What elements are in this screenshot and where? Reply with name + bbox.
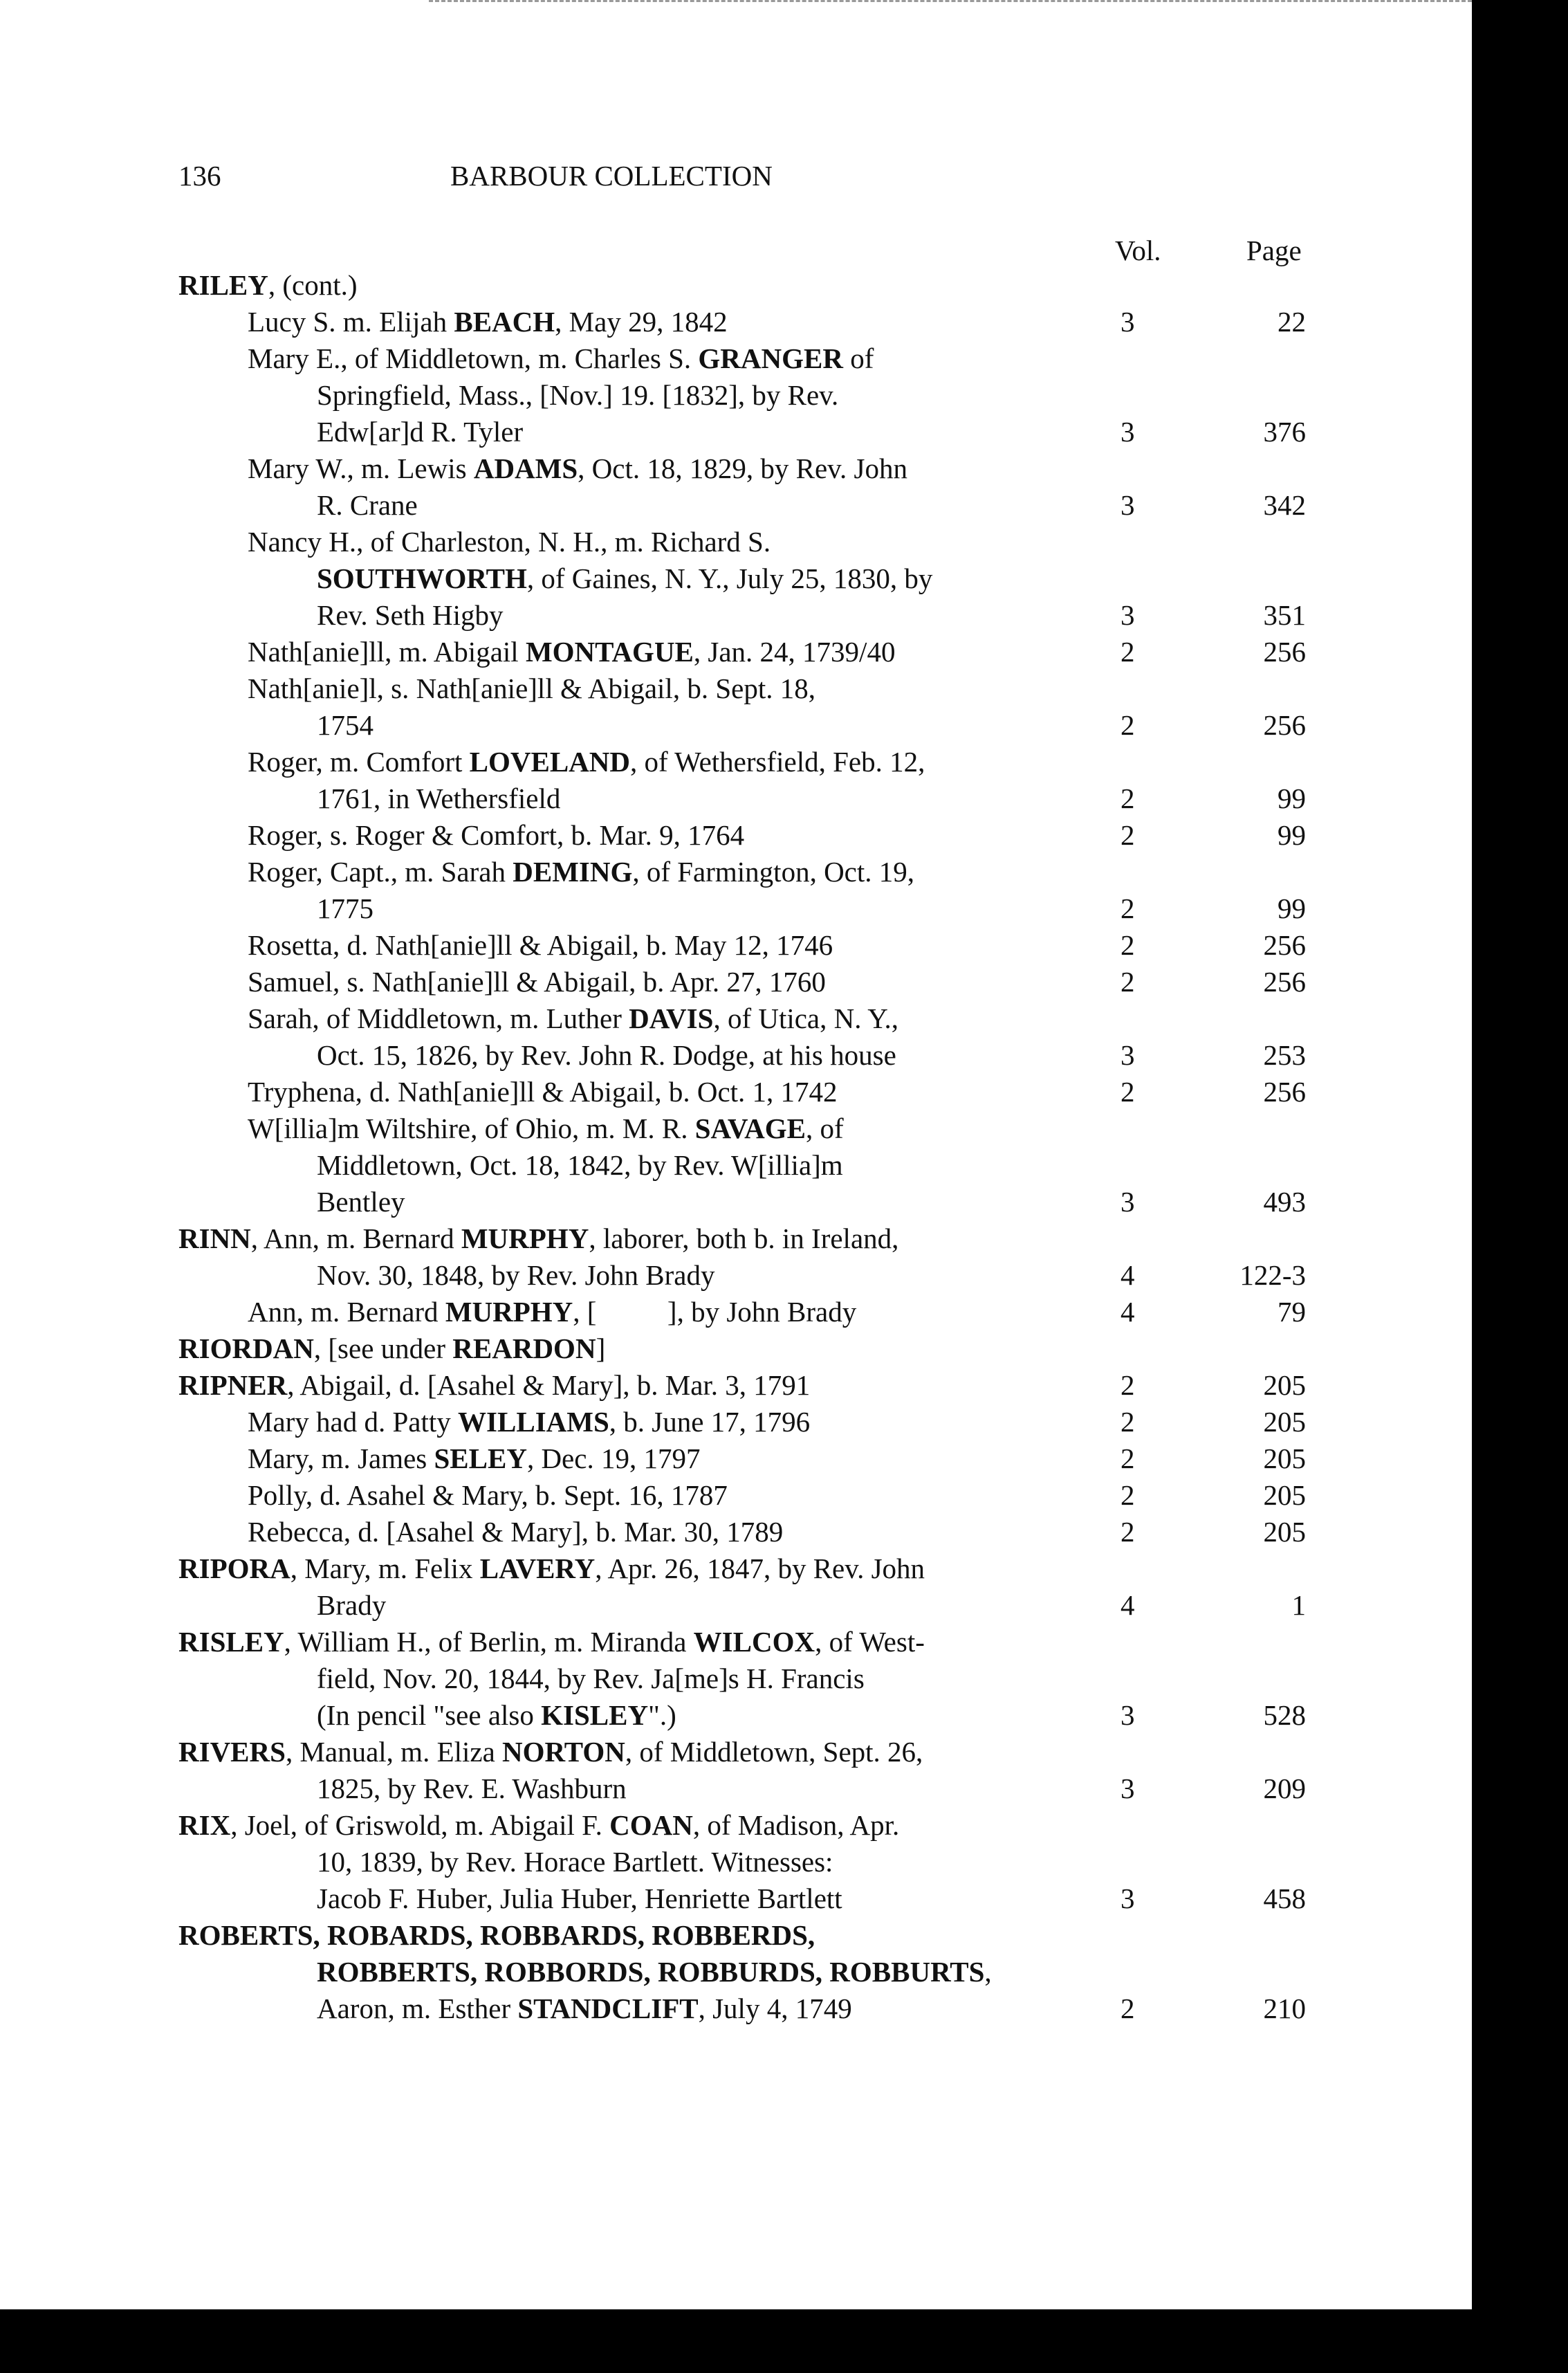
entry-text: Nath[anie]l, s. Nath[anie]ll & Abigail, b. Sept. 18, — [248, 672, 815, 704]
entry-text: Mary, m. James SELEY, Dec. 19, 1797 — [248, 1442, 701, 1474]
entry-page: 253 — [1263, 1039, 1306, 1071]
entry-text: Springfield, Mass., [Nov.] 19. [1832], by Rev. — [317, 379, 839, 411]
entry-line — [0, 1147, 1472, 1184]
entry-line — [0, 1184, 1472, 1220]
entry-text: RIPNER, Abigail, d. [Asahel & Mary], b. Mar. 3, 1791 — [178, 1369, 811, 1401]
entry-vol: 3 — [1120, 489, 1135, 521]
entry-page: 351 — [1263, 599, 1306, 631]
entry-line — [0, 1074, 1472, 1110]
entry-page: 122-3 — [1239, 1259, 1306, 1291]
entry-page: 99 — [1278, 819, 1306, 851]
entry-line — [0, 1000, 1472, 1037]
entry-vol: 4 — [1120, 1296, 1135, 1328]
entry-text: Oct. 15, 1826, by Rev. John R. Dodge, at his house — [317, 1039, 896, 1071]
column-header-vol: Vol. — [1115, 235, 1161, 266]
entry-vol: 4 — [1120, 1259, 1135, 1291]
entry-line — [0, 1294, 1472, 1330]
entry-vol: 4 — [1120, 1589, 1135, 1621]
entry-page: 205 — [1263, 1516, 1306, 1548]
entry-vol: 2 — [1120, 1479, 1135, 1511]
entry-text: field, Nov. 20, 1844, by Rev. Ja[me]s H. Francis — [317, 1662, 865, 1694]
entry-text: Brady — [317, 1589, 387, 1621]
entry-line — [0, 854, 1472, 890]
page-edge-dashes — [429, 0, 1472, 4]
entry-line — [0, 377, 1472, 414]
entry-page: 342 — [1263, 489, 1306, 521]
entry-line — [0, 707, 1472, 744]
entry-line — [0, 1624, 1472, 1660]
entry-text: RILEY, (cont.) — [178, 269, 358, 301]
entry-page: 256 — [1263, 636, 1306, 668]
entry-page: 205 — [1263, 1479, 1306, 1511]
entry-line — [0, 1807, 1472, 1844]
entry-text: Rosetta, d. Nath[anie]ll & Abigail, b. May 12, 1746 — [248, 929, 833, 961]
entry-vol: 2 — [1120, 709, 1135, 741]
entry-line — [0, 780, 1472, 817]
entry-vol: 3 — [1120, 1882, 1135, 1914]
entry-line — [0, 450, 1472, 487]
entry-vol: 3 — [1120, 1186, 1135, 1218]
entry-line — [0, 927, 1472, 964]
entry-text: 1775 — [317, 892, 373, 924]
entry-vol: 2 — [1120, 892, 1135, 924]
entry-text: Rebecca, d. [Asahel & Mary], b. Mar. 30, 1789 — [248, 1516, 784, 1548]
entry-line — [0, 964, 1472, 1000]
entry-text: RIORDAN, [see under REARDON] — [178, 1332, 606, 1364]
entry-text: Tryphena, d. Nath[anie]ll & Abigail, b. Oct. 1, 1742 — [248, 1076, 838, 1108]
entry-page: 458 — [1263, 1882, 1306, 1914]
entry-text: RISLEY, William H., of Berlin, m. Miranda WILCOX, of West- — [178, 1626, 925, 1658]
entry-text: Polly, d. Asahel & Mary, b. Sept. 16, 1787 — [248, 1479, 728, 1511]
entry-vol: 2 — [1120, 966, 1135, 998]
entry-page: 256 — [1263, 709, 1306, 741]
entry-text: Nancy H., of Charleston, N. H., m. Richard S. — [248, 526, 771, 558]
entry-line — [0, 1110, 1472, 1147]
entry-text: ROBERTS, ROBARDS, ROBBARDS, ROBBERDS, — [178, 1919, 815, 1951]
entry-text: Middletown, Oct. 18, 1842, by Rev. W[illia]m — [317, 1149, 843, 1181]
entry-text: (In pencil "see also KISLEY".) — [317, 1699, 676, 1731]
entry-text: R. Crane — [317, 489, 418, 521]
entry-line — [0, 670, 1472, 707]
entry-text: Edw[ar]d R. Tyler — [317, 416, 524, 448]
entry-line — [0, 1477, 1472, 1514]
entry-vol: 3 — [1120, 599, 1135, 631]
entry-line — [0, 524, 1472, 560]
entry-text: Sarah, of Middletown, m. Luther DAVIS, of Utica, N. Y., — [248, 1002, 899, 1034]
entry-line — [0, 560, 1472, 597]
entry-page: 528 — [1263, 1699, 1306, 1731]
entry-vol: 3 — [1120, 1039, 1135, 1071]
entry-line — [0, 1880, 1472, 1917]
entry-line — [0, 597, 1472, 634]
entry-text: Mary W., m. Lewis ADAMS, Oct. 18, 1829, by Rev. John — [248, 452, 907, 484]
entry-page: 205 — [1263, 1406, 1306, 1438]
entry-text: W[illia]m Wiltshire, of Ohio, m. M. R. SAVAGE, of — [248, 1112, 844, 1144]
entry-line — [0, 304, 1472, 340]
entry-text: SOUTHWORTH, of Gaines, N. Y., July 25, 1830, by — [317, 562, 933, 594]
entry-line — [0, 487, 1472, 524]
entry-list — [0, 267, 1472, 2027]
entry-line — [0, 1844, 1472, 1880]
entry-page: 209 — [1263, 1772, 1306, 1804]
entry-text: 1825, by Rev. E. Washburn — [317, 1772, 627, 1804]
page-number: 136 — [178, 160, 221, 192]
entry-vol: 2 — [1120, 782, 1135, 814]
entry-line — [0, 1220, 1472, 1257]
entry-line — [0, 1514, 1472, 1550]
entry-line — [0, 890, 1472, 927]
entry-vol: 3 — [1120, 416, 1135, 448]
entry-line — [0, 1037, 1472, 1074]
entry-text: Bentley — [317, 1186, 405, 1218]
entry-line — [0, 340, 1472, 377]
entry-page: 256 — [1263, 1076, 1306, 1108]
entry-text: 1761, in Wethersfield — [317, 782, 561, 814]
entry-page: 99 — [1278, 782, 1306, 814]
entry-line — [0, 1697, 1472, 1734]
entry-text: 10, 1839, by Rev. Horace Bartlett. Witnesses: — [317, 1846, 833, 1878]
entry-vol: 2 — [1120, 1516, 1135, 1548]
entry-line — [0, 1770, 1472, 1807]
entry-vol: 2 — [1120, 636, 1135, 668]
entry-line — [0, 1257, 1472, 1294]
entry-line — [0, 1954, 1472, 1990]
entry-text: Samuel, s. Nath[anie]ll & Abigail, b. Apr. 27, 1760 — [248, 966, 826, 998]
entry-line — [0, 414, 1472, 450]
entry-text: 1754 — [317, 709, 373, 741]
column-header-page: Page — [1246, 235, 1302, 266]
entry-line — [0, 1917, 1472, 1954]
entry-line — [0, 1550, 1472, 1587]
entry-text: Rev. Seth Higby — [317, 599, 504, 631]
entry-text: RIPORA, Mary, m. Felix LAVERY, Apr. 26, 1847, by Rev. John — [178, 1552, 925, 1584]
entry-page: 376 — [1263, 416, 1306, 448]
entry-text: Roger, m. Comfort LOVELAND, of Wethersfield, Feb. 12, — [248, 746, 925, 778]
entry-text: Ann, m. Bernard MURPHY, [ ], by John Brady — [248, 1296, 857, 1328]
entry-text: Jacob F. Huber, Julia Huber, Henriette Bartlett — [317, 1882, 842, 1914]
entry-line — [0, 744, 1472, 780]
entry-vol: 3 — [1120, 1699, 1135, 1731]
entry-page: 99 — [1278, 892, 1306, 924]
entry-text: RIX, Joel, of Griswold, m. Abigail F. COAN, of Madison, Apr. — [178, 1809, 900, 1841]
entry-line — [0, 267, 1472, 304]
entry-page: 256 — [1263, 966, 1306, 998]
entry-text: Aaron, m. Esther STANDCLIFT, July 4, 1749 — [317, 1992, 852, 2024]
entry-text: Lucy S. m. Elijah BEACH, May 29, 1842 — [248, 306, 728, 338]
entry-line — [0, 1404, 1472, 1440]
entry-line — [0, 1734, 1472, 1770]
entry-vol: 2 — [1120, 1992, 1135, 2024]
entry-text: Roger, Capt., m. Sarah DEMING, of Farmington, Oct. 19, — [248, 856, 915, 888]
entry-text: RIVERS, Manual, m. Eliza NORTON, of Middletown, Sept. 26, — [178, 1736, 923, 1768]
entry-page: 493 — [1263, 1186, 1306, 1218]
entry-page: 79 — [1278, 1296, 1306, 1328]
entry-line — [0, 1990, 1472, 2027]
entry-vol: 2 — [1120, 1406, 1135, 1438]
entry-page: 22 — [1278, 306, 1306, 338]
entry-page: 205 — [1263, 1369, 1306, 1401]
entry-text: Roger, s. Roger & Comfort, b. Mar. 9, 1764 — [248, 819, 745, 851]
entry-text: Nov. 30, 1848, by Rev. John Brady — [317, 1259, 715, 1291]
entry-line — [0, 1587, 1472, 1624]
entry-page: 256 — [1263, 929, 1306, 961]
page-title: BARBOUR COLLECTION — [450, 160, 773, 192]
entry-line — [0, 634, 1472, 670]
entry-line — [0, 1660, 1472, 1697]
entry-vol: 2 — [1120, 929, 1135, 961]
entry-text: RINN, Ann, m. Bernard MURPHY, laborer, both b. in Ireland, — [178, 1222, 899, 1254]
entry-text: Mary E., of Middletown, m. Charles S. GRANGER of — [248, 342, 874, 374]
entry-line — [0, 1330, 1472, 1367]
entry-page: 210 — [1263, 1992, 1306, 2024]
entry-text: Mary had d. Patty WILLIAMS, b. June 17, 1796 — [248, 1406, 811, 1438]
entry-line — [0, 817, 1472, 854]
entry-vol: 2 — [1120, 1369, 1135, 1401]
entry-vol: 2 — [1120, 1442, 1135, 1474]
entry-page: 1 — [1291, 1589, 1306, 1621]
entry-page: 205 — [1263, 1442, 1306, 1474]
entry-text: ROBBERTS, ROBBORDS, ROBBURDS, ROBBURTS, — [317, 1956, 992, 1988]
entry-vol: 3 — [1120, 1772, 1135, 1804]
entry-line — [0, 1440, 1472, 1477]
entry-vol: 2 — [1120, 819, 1135, 851]
entry-vol: 3 — [1120, 306, 1135, 338]
entry-line — [0, 1367, 1472, 1404]
entry-vol: 2 — [1120, 1076, 1135, 1108]
entry-text: Nath[anie]ll, m. Abigail MONTAGUE, Jan. 24, 1739/40 — [248, 636, 896, 668]
